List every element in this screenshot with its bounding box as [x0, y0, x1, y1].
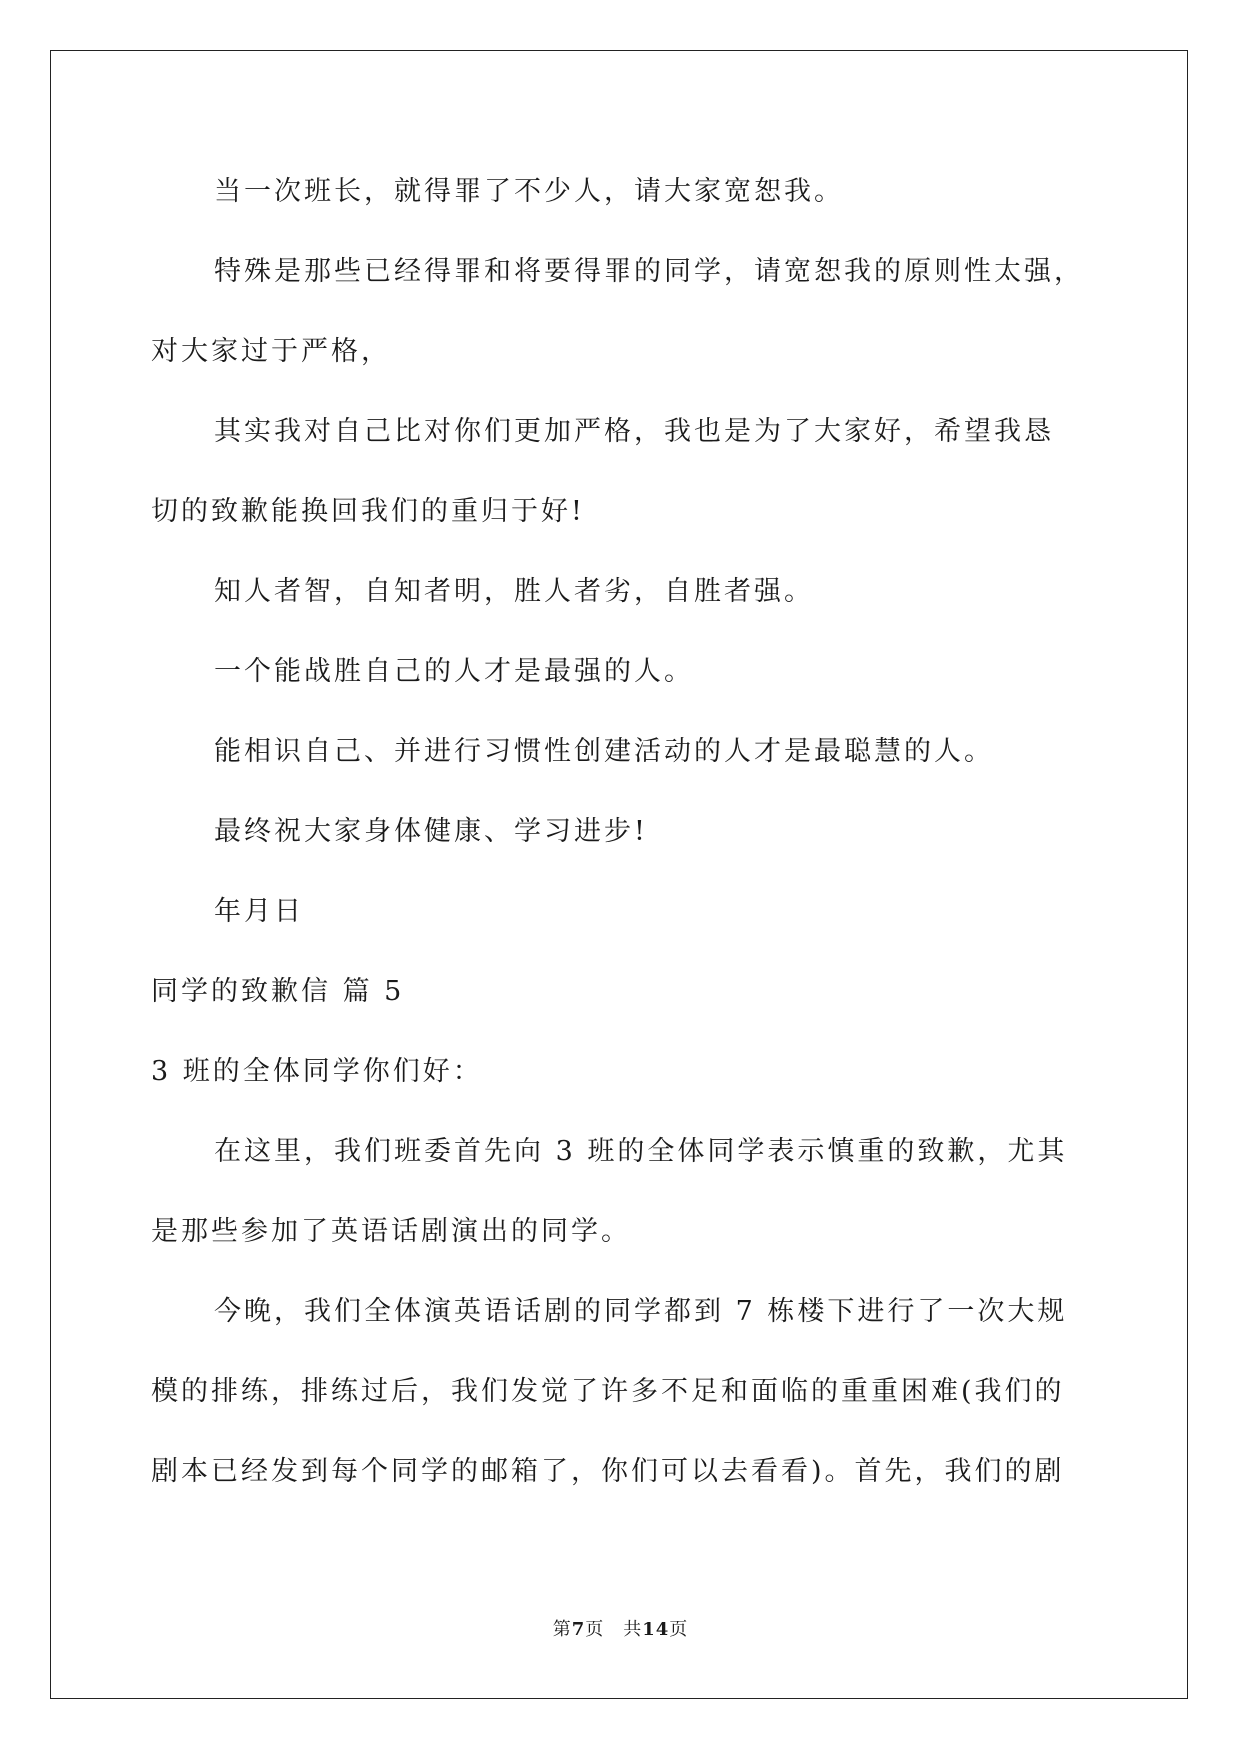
current-page-number: 7	[571, 1619, 586, 1640]
page-border	[50, 50, 1188, 1699]
footer-mid: 页 共	[585, 1619, 643, 1640]
section-heading: 同学的致歉信 篇 5	[151, 976, 405, 1007]
paragraph-line: 切的致歉能换回我们的重归于好!	[151, 496, 585, 527]
paragraph-line: 是那些参加了英语话剧演出的同学。	[151, 1216, 631, 1247]
paragraph-line: 当一次班长，就得罪了不少人，请大家宽恕我。	[214, 176, 844, 207]
paragraph-line: 对大家过于严格，	[151, 336, 391, 367]
paragraph-line: 知人者智，自知者明，胜人者劣，自胜者强。	[214, 576, 814, 607]
paragraph-line: 能相识自己、并进行习惯性创建活动的人才是最聪慧的人。	[214, 736, 994, 767]
paragraph-line: 其实我对自己比对你们更加严格，我也是为了大家好，希望我恳	[214, 416, 1054, 447]
paragraph-line: 特殊是那些已经得罪和将要得罪的同学，请宽恕我的原则性太强，	[214, 256, 1084, 287]
footer-suffix: 页	[669, 1619, 689, 1640]
footer-prefix: 第	[552, 1619, 572, 1640]
date-line: 年月日	[214, 896, 304, 927]
paragraph-line: 一个能战胜自己的人才是最强的人。	[214, 656, 694, 687]
salutation: 3 班的全体同学你们好：	[151, 1056, 483, 1087]
paragraph-line: 模的排练，排练过后，我们发觉了许多不足和面临的重重困难(我们的	[151, 1376, 1065, 1407]
paragraph-line: 最终祝大家身体健康、学习进步!	[214, 816, 648, 847]
paragraph-line: 在这里，我们班委首先向 3 班的全体同学表示慎重的致歉，尤其	[214, 1136, 1068, 1167]
page-number-footer	[0, 1618, 1241, 1642]
total-page-number: 14	[642, 1619, 670, 1640]
paragraph-line: 剧本已经发到每个同学的邮箱了，你们可以去看看)。首先，我们的剧	[151, 1456, 1065, 1487]
paragraph-line: 今晚，我们全体演英语话剧的同学都到 7 栋楼下进行了一次大规	[214, 1296, 1068, 1327]
